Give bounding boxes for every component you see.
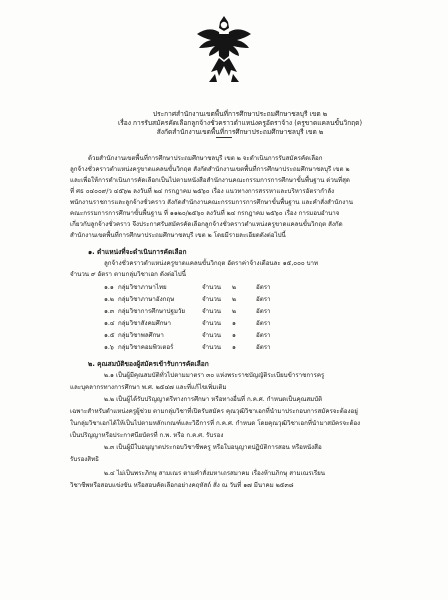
position-unit: อัตรา bbox=[256, 284, 271, 291]
position-name: กลุ่มวิชาการศึกษาปฐมวัย bbox=[118, 308, 186, 315]
position-name: กลุ่มวิชาภาษาไทย bbox=[118, 284, 167, 291]
position-count-label: จำนวน bbox=[202, 284, 222, 291]
position-count-label: จำนวน bbox=[202, 332, 222, 339]
qualification-line: วิชาชีพหรือสอบแข่งขัน หรือสอบคัดเลือกอย่างคฤหัสถ์ สั่ง ณ วันที่ ๑๗ มีนาคม ๒๕๓๘ bbox=[70, 482, 294, 489]
qualification-line: รับรองสิทธิ bbox=[70, 456, 99, 463]
position-count: ๒ bbox=[232, 296, 237, 303]
section-text-line: ลูกจ้างชั่วคราวตำแหน่งครูขาดแคลนขั้นวิกฤต อัตราค่าจ้างเดือนละ ๑๕,๐๐๐ บาท bbox=[104, 260, 319, 267]
position-name: ๑.๒ bbox=[104, 296, 114, 303]
position-unit: อัตรา bbox=[256, 296, 271, 303]
intro-paragraph-line: ด้วยสำนักงานเขตพื้นที่การศึกษาประถมศึกษาชลบุรี เขต ๒ จะดำเนินการรับสมัครคัดเลือก bbox=[88, 155, 323, 162]
position-count-label: จำนวน bbox=[202, 320, 222, 327]
qualification-line: ๒.๑ เป็นผู้มีคุณสมบัติทั่วไปตามมาตรา ๓๐ แห่งพระราชบัญญัติระเบียบข้าราชการครู bbox=[104, 372, 325, 379]
position-row bbox=[104, 319, 404, 328]
announcement-affiliation: สังกัดสำนักงานเขตพื้นที่การศึกษาประถมศึกษาชลบุรี เขต ๒ bbox=[156, 128, 324, 136]
position-row bbox=[104, 307, 404, 316]
position-name: ๑.๑ bbox=[104, 284, 114, 291]
position-count-label: จำนวน bbox=[202, 296, 222, 303]
position-row bbox=[104, 343, 404, 352]
position-name: กลุ่มวิชาคอมพิวเตอร์ bbox=[118, 344, 174, 351]
section-heading: ๑. ตำแหน่งที่จะดำเนินการคัดเลือก bbox=[88, 248, 187, 256]
position-row bbox=[104, 331, 404, 340]
position-count: ๑ bbox=[232, 320, 236, 327]
intro-paragraph-line: และเพื่อให้การดำเนินการคัดเลือกเป็นไปตามหนังสือสำนักงานคณะกรรมการการศึกษาขั้นพื้นฐาน ด่วนที่สุด bbox=[70, 177, 350, 184]
qualification-line: ในกลุ่มวิชาเอกได้ให้เป็นไปตามหลักเกณฑ์และวิธีการที่ ก.ค.ศ. กำหนด โดยคุณวุฒิวิชาเอกที่นำมาสมัครจะต้อง bbox=[70, 420, 361, 427]
announcement-title: ประกาศสำนักงานเขตพื้นที่การศึกษาประถมศึกษาชลบุรี เขต ๒ bbox=[152, 110, 328, 118]
position-name: ๑.๔ bbox=[104, 320, 115, 327]
position-name: กลุ่มวิชาพลศึกษา bbox=[118, 332, 164, 339]
qualification-line: เฉพาะสำหรับตำแหน่งครูผู้ช่วย ตามกลุ่มวิชาที่เปิดรับสมัคร คุณวุฒิวิชาเอกที่นำมาประกอบการสมัครจะต้องอยู่ bbox=[70, 408, 358, 415]
position-count-label: จำนวน bbox=[202, 308, 222, 315]
intro-paragraph-line: สำนักงานเขตพื้นที่การศึกษาประถมศึกษาชลบุรี เขต ๒ โดยมีรายละเอียดดังต่อไปนี้ bbox=[70, 232, 286, 239]
qualification-line: เป็นปริญญาหรือประกาศนียบัตรที่ ก.พ. หรือ ก.ค.ศ. รับรอง bbox=[70, 432, 224, 439]
position-unit: อัตรา bbox=[256, 344, 271, 351]
position-name: ๑.๖ bbox=[104, 344, 114, 351]
qualification-line: ๒.๓ เป็นผู้มีใบอนุญาตประกอบวิชาชีพครู หรือใบอนุญาตปฏิบัติการสอน หรือหนังสือ bbox=[104, 444, 322, 451]
section-text-line: จำนวน ๙ อัตรา ตามกลุ่มวิชาเอก ดังต่อไปนี้ bbox=[70, 271, 186, 278]
position-row bbox=[104, 283, 404, 292]
announcement-subject: เรื่อง การรับสมัครคัดเลือกลูกจ้างชั่วคราวตำแหน่งครูอัตราจ้าง (ครูขาดแคลนขั้นวิกฤต) bbox=[117, 119, 363, 127]
section-heading: ๒. คุณสมบัติของผู้สมัครเข้ารับการคัดเลือก bbox=[88, 360, 209, 368]
qualification-line: และบุคลากรทางการศึกษา พ.ศ. ๒๕๔๗ และที่แก้ไขเพิ่มเติม bbox=[70, 384, 227, 391]
position-count: ๒ bbox=[232, 284, 237, 291]
position-unit: อัตรา bbox=[256, 320, 271, 327]
intro-paragraph-line: ลูกจ้างชั่วคราวตำแหน่งครูขาดแคลนขั้นวิกฤต สังกัดสำนักงานเขตพื้นที่การศึกษาประถมศึกษาชลบุรี เขต ๒ bbox=[70, 166, 350, 173]
qualification-line: ๒.๔ ไม่เป็นพระภิกษุ สามเณร ตามคำสั่งมหาเถรสมาคม เรื่องห้ามภิกษุ สามเณรเรียน bbox=[104, 470, 326, 477]
position-count: ๑ bbox=[232, 344, 236, 351]
position-name: กลุ่มวิชาภาษาอังกฤษ bbox=[118, 296, 175, 303]
position-name: กลุ่มวิชาสังคมศึกษา bbox=[118, 320, 172, 327]
position-count-label: จำนวน bbox=[202, 344, 222, 351]
intro-paragraph-line: ที่ ศธ ๐๔๐๐๙/ว ๔๕๖๒ ลงวันที่ ๒๔ กรกฎาคม ๒๕๖๐ เรื่อง แนวทางการสรรหาและบริหารอัตรากำลัง bbox=[70, 188, 335, 195]
position-count: ๒ bbox=[232, 308, 237, 315]
intro-paragraph-line: เกี่ยวกับลูกจ้างชั่วคราว จึงประกาศรับสมัครคัดเลือกลูกจ้างชั่วคราวตำแหน่งครูขาดแคลนขั้นวิกฤต สังกัด bbox=[70, 221, 343, 228]
intro-paragraph-line: คณะกรรมการการศึกษาขั้นพื้นฐาน ที่ ๑๑๒๐/๒๕๖๐ ลงวันที่ ๒๔ กรกฎาคม ๒๕๖๐ เรื่อง การมอบอำนาจ bbox=[70, 210, 340, 217]
qualification-line: ๒.๒ เป็นผู้ได้รับปริญญาตรีทางการศึกษา หรือทางอื่นที่ ก.ค.ศ. กำหนดเป็นคุณสมบัติ bbox=[104, 396, 323, 403]
position-name: ๑.๓ bbox=[104, 308, 115, 315]
position-row bbox=[104, 295, 404, 304]
intro-paragraph-line: พนักงานราชการและลูกจ้างชั่วคราว สังกัดสำนักงานคณะกรรมการการศึกษาขั้นพื้นฐาน และคำสั่งสำนักงาน bbox=[70, 199, 353, 206]
position-name: ๑.๕ bbox=[104, 332, 115, 339]
position-count: ๑ bbox=[232, 332, 236, 339]
garuda-emblem-icon bbox=[193, 12, 255, 86]
position-unit: อัตรา bbox=[256, 308, 271, 315]
title-divider bbox=[216, 137, 232, 138]
position-unit: อัตรา bbox=[256, 332, 271, 339]
